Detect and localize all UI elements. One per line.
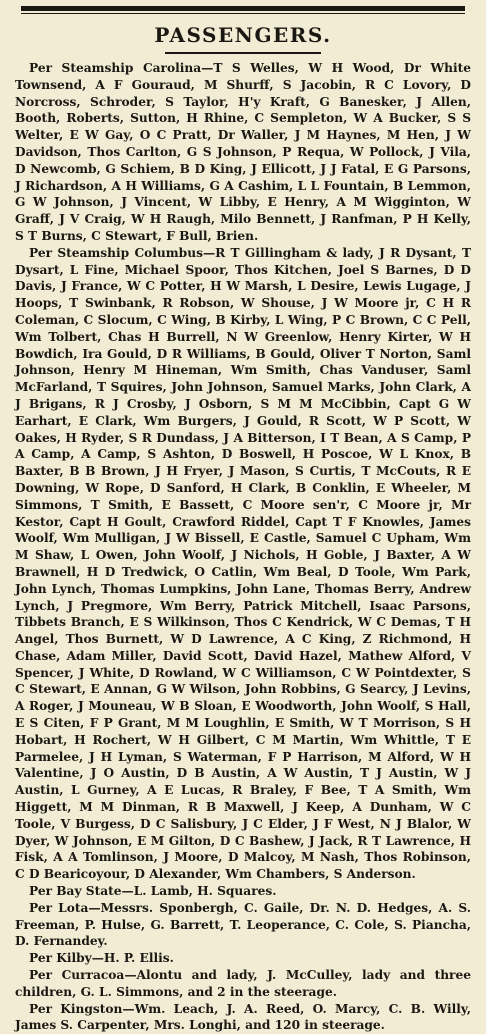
entry-kilby: [15, 950, 471, 967]
entry-head: Per Curracoa: [29, 968, 125, 983]
entry-names: —R T Gillingham & lady, J R Dysant, T Dysart, L Fine, Michael Spoor, Thos Kitchen, Joel S Barnes, D D Davis, J France, W C Potter, H W Marsh, L Desire, Lewis Lugage, J Hoops, T Swinbank, R Robson, W Shouse, J W Moore jr, C H R Coleman, C Slocum, C Wing, B Kirby, L Wing, P C Brown, C C Pell, Wm Tolbert, Chas H Burrell, N W Greenlow, Henry Kirter, W H Bowdich, Ira Gould, D R Williams, B Gould, Oliver T Norton, Saml Johnson, Henry M Hineman, Wm Smith, Chas Vanduser, Saml McFarland, T Squires, John Johnson, Samuel Marks, John Clark, A J Brigans, R J Crosby, J Osborn, S M M McCibbin, Capt G W Earhart, E Clark, Wm Burgers, J Gould, R Scott, W P Scott, W Oakes, H Ryder, S R Dundass, J A Bitterson, I T Bean, A S Camp, P A Camp, A Camp, S Ashton, D Boswell, H Poscoe, W L Knox, B Baxter, B B Brown, J H Fryer, J Mason, S Curtis, T McCouts, R E Downing, W Rope, D Sanford, H Clark, B Conklin, E Wheeler, M Simmons, T Smith, E Bassett, C Moore sen'r, C Moore jr, Mr Kestor, Capt H Goult, Crawford Riddel, Capt T F Knowles, James Woolf, Wm Mulligan, J W Bissell, E Castle, Samuel C Upham, Wm M Shaw, L Owen, John Woolf, J Nichols, H Goble, J Baxter, A W Brawnell, H D Tredwick, O Catlin, Wm Beal, D Toole, Wm Park, John Lynch, Thomas Lumpkins, John Lane, Thomas Berry, Andrew Lynch, J Pregmore, Wm Berry, Patrick Mitchell, Isaac Parsons, Tibbets Branch, E S Wilkinson, Thos C Kendrick, W C Demas, T H Angel, Thos Burnett, W D Lawrence, A C King, Z Richmond, H Chase, Adam Miller, David Scott, David Hazel, Mathew Alford, V Spencer, J White, D Rowland, W C Williamson, C W Pointdexter, S C Stewart, E Annan, G W Wilson, John Robbins, G Searcy, J Levins, A Roger, J Mouneau, W B Sloan, E Woodworth, John Woolf, S Hall, E S Citen, F P Grant, M M Loughlin, E Smith, W T Morrison, S H Hobart, H Rochert, W H Gilbert, C M Martin, Wm Whittle, T E Parmelee, J H Lyman, S Waterman, F P Harrison, M Alford, W H Valentine, J O Austin, D B Austin, A W Austin, T J Austin, W J Austin, L Gurney, A E Lucas, R Braley, F Bee, T A Smith, Wm Higgett, M M Dinman, R B Maxwell, J Keep, A Dunham, W C Toole, V Burgess, D C Salisbury, J C Elder, J F West, N J Blalor, W Dyer, W Johnson, E M Gilton, D C Bashew, J Jack, R T Lawrence, H Fisk, A A Tomlinson, J Moore, D Malcoy, M Nash, Thos Robinson, C D Bearicoyour, D Alexander, Wm Chambers, S Anderson.: [15, 245, 472, 882]
entry-head: Per Lota: [29, 900, 89, 915]
title-underline: [165, 52, 321, 54]
entry-head: Per Kilby: [29, 951, 92, 966]
entry-kingston: [15, 1001, 471, 1034]
top-rule: [21, 6, 465, 11]
entry-names: —Messrs. Sponbergh, C. Gaile, Dr. N. D. Hedges, A. S. Freeman, P. Hulse, G. Barrett, T. Leoperance, C. Cole, S. Piancha, D. Fernandey.: [15, 900, 471, 949]
entry-names: —H. P. Ellis.: [91, 951, 174, 966]
entry-carolina: [15, 60, 471, 245]
entry-names: —T S Welles, W H Wood, Dr White Townsend, A F Gouraud, M Shurff, S Jacobin, R C Lovory, D Norcross, Schroder, S Taylor, H'y Kraft, G Banesker, J Allen, Booth, Roberts, Sutton, H Rhine, C Sempleton, W A Bucker, S S Welter, E W Gay, O C Pratt, Dr Waller, J M Haynes, M Hen, J W Davidson, Thos Carlton, G S Johnson, P Requa, W Pollock, J Vila, D Newcomb, G Schiem, B D King, J Ellicott, J J Fatal, E G Parsons, J Richardson, A H Williams, G A Cashim, L L Fountain, B Lemmon, G W Johnson, J Vincent, W Libby, E Henry, A M Wigginton, W Graff, J V Craig, W H Raugh, Milo Bennett, J Ranfman, P H Kelly, S T Burns, C Stewart, F Bull, Brien.: [15, 61, 472, 243]
section-title: PASSENGERS.: [154, 23, 332, 47]
entry-curracoa: [15, 967, 471, 1001]
entry-columbus: [15, 245, 471, 883]
entry-head: Per Bay State: [29, 884, 122, 899]
entry-names: —L. Lamb, H. Squares.: [121, 884, 277, 899]
passenger-list: [15, 60, 471, 1034]
entry-bay-state: [15, 883, 471, 900]
entry-lota: [15, 900, 471, 950]
entry-names: —Alontu and lady, J. McCulley, lady and three children, G. L. Simmons, and 2 in the steerage.: [15, 968, 471, 999]
entry-names: —Wm. Leach, J. A. Reed, O. Marcy, C. B. Willy, James S. Carpenter, Mrs. Longhi, and 120 in steerage.: [15, 1001, 472, 1033]
entry-head: Per Steamship Columbus: [29, 245, 203, 260]
entry-head: Per Kingston: [29, 1001, 123, 1016]
top-rule-thin: [21, 13, 465, 14]
entry-head: Per Steamship Carolina: [29, 61, 202, 75]
